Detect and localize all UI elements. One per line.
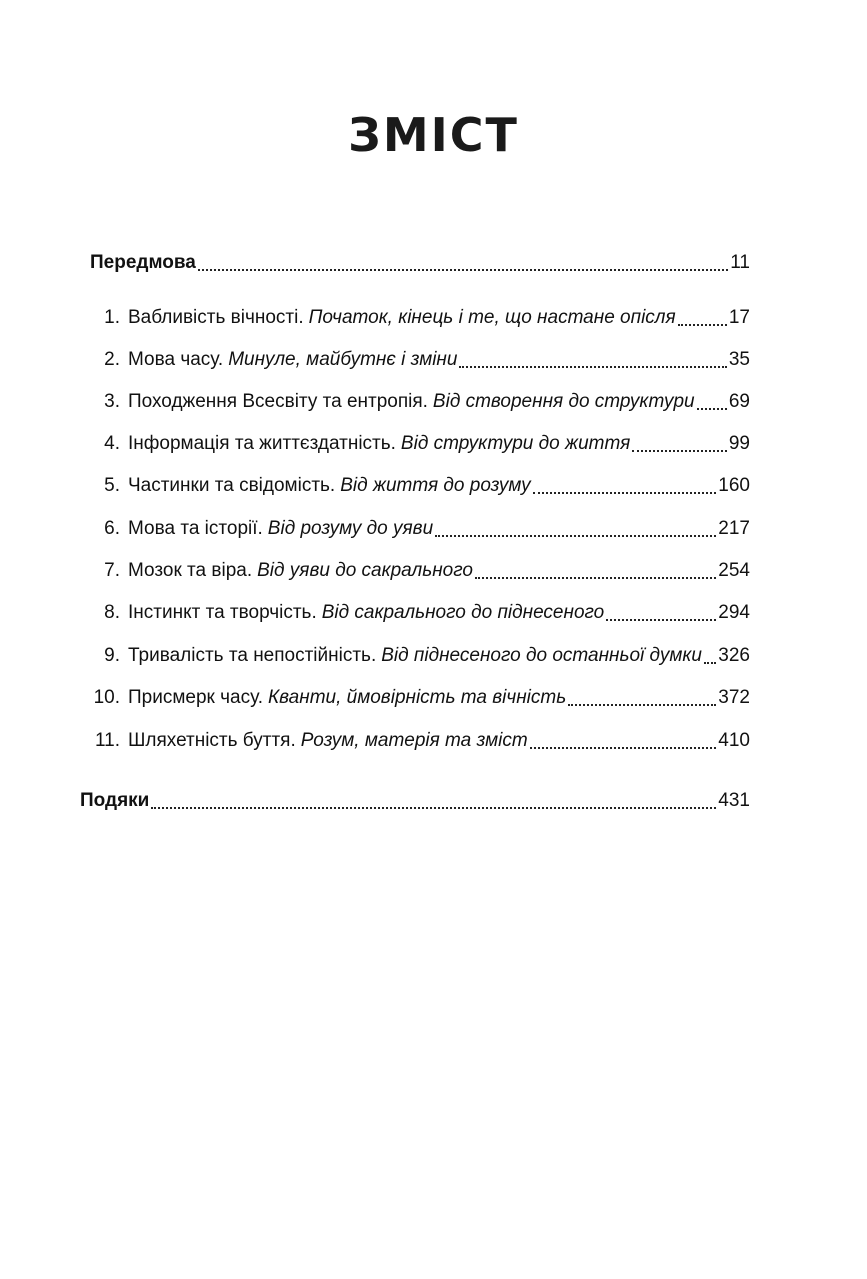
toc-entry-chapter[interactable] bbox=[98, 474, 750, 498]
dot-leader bbox=[198, 269, 728, 271]
chapter-subtitle: Кванти, ймовірність та вічність bbox=[267, 687, 567, 708]
toc-entry-chapter[interactable] bbox=[98, 390, 750, 414]
chapter-subtitle: Початок, кінець і те, що настане опісля bbox=[308, 307, 676, 328]
chapter-number: 4. bbox=[104, 433, 120, 454]
chapter-number: 7. bbox=[104, 560, 120, 581]
entry-page-number: 35 bbox=[728, 349, 750, 370]
chapter-title: Мова часу. bbox=[128, 349, 224, 370]
entry-page-number: 11 bbox=[730, 252, 750, 273]
dot-leader bbox=[435, 535, 716, 537]
entry-page-number: 431 bbox=[718, 790, 750, 811]
dot-leader bbox=[606, 619, 716, 621]
chapter-subtitle: Від піднесеного до останньої думки bbox=[381, 645, 702, 666]
dot-leader bbox=[632, 450, 727, 452]
toc-entry-chapter[interactable] bbox=[98, 644, 750, 668]
toc-entry-chapter[interactable] bbox=[98, 432, 750, 456]
dot-leader bbox=[151, 807, 716, 809]
chapter-subtitle: Розум, матерія та зміст bbox=[300, 730, 528, 751]
chapter-number: 8. bbox=[104, 602, 120, 623]
chapter-title: Мова та історії. bbox=[128, 518, 263, 539]
toc-entry-chapter[interactable] bbox=[98, 517, 750, 541]
chapter-title: Шляхетність буття. bbox=[128, 730, 296, 751]
entry-page-number: 69 bbox=[728, 391, 750, 412]
entry-page-number: 217 bbox=[718, 518, 750, 539]
chapter-subtitle: Від уяви до сакрального bbox=[257, 560, 473, 581]
chapter-title: Тривалість та непостійність. bbox=[128, 645, 377, 666]
dot-leader bbox=[697, 408, 727, 410]
chapter-number: 3. bbox=[104, 391, 120, 412]
chapter-subtitle: Від сакрального до піднесеного bbox=[321, 602, 605, 623]
page-title: ЗМІСТ bbox=[348, 108, 519, 162]
chapter-number: 5. bbox=[104, 475, 120, 496]
chapter-subtitle: Від життя до розуму bbox=[340, 475, 531, 496]
toc-entry-acknowledgments[interactable] bbox=[80, 789, 750, 813]
chapter-number: 9. bbox=[104, 645, 120, 666]
toc-entry-preface[interactable] bbox=[90, 251, 750, 275]
chapter-number: 6. bbox=[104, 518, 120, 539]
dot-leader bbox=[533, 492, 717, 494]
dot-leader bbox=[704, 662, 716, 664]
chapter-number: 2. bbox=[104, 349, 120, 370]
entry-title: Передмова bbox=[90, 252, 196, 273]
chapter-title: Інформація та життєздатність. bbox=[128, 433, 396, 454]
entry-page-number: 99 bbox=[728, 433, 750, 454]
entry-page-number: 160 bbox=[718, 475, 750, 496]
toc-entry-chapter[interactable] bbox=[98, 348, 750, 372]
entry-page-number: 410 bbox=[718, 730, 750, 751]
toc-entry-chapter[interactable] bbox=[98, 601, 750, 625]
chapter-subtitle: Від структури до життя bbox=[400, 433, 631, 454]
chapter-title: Частинки та свідомість. bbox=[128, 475, 336, 496]
toc-entry-chapter[interactable] bbox=[93, 686, 750, 710]
chapter-title: Присмерк часу. bbox=[128, 687, 263, 708]
toc-entry-chapter[interactable] bbox=[94, 729, 750, 753]
entry-page-number: 17 bbox=[728, 307, 750, 328]
chapter-title: Інстинкт та творчість. bbox=[128, 602, 317, 623]
entry-page-number: 326 bbox=[718, 645, 750, 666]
toc-entry-chapter[interactable] bbox=[98, 306, 750, 330]
chapter-number: 10. bbox=[93, 687, 120, 708]
chapter-title: Походження Всесвіту та ентропія. bbox=[128, 391, 428, 412]
chapter-subtitle: Від розуму до уяви bbox=[267, 518, 434, 539]
chapter-number: 1. bbox=[104, 307, 120, 328]
chapter-subtitle: Від створення до структури bbox=[432, 391, 695, 412]
dot-leader bbox=[459, 366, 726, 368]
dot-leader bbox=[678, 324, 727, 326]
entry-page-number: 372 bbox=[718, 687, 750, 708]
entry-title: Подяки bbox=[80, 790, 150, 811]
dot-leader bbox=[475, 577, 716, 579]
dot-leader bbox=[568, 704, 716, 706]
entry-page-number: 254 bbox=[718, 560, 750, 581]
dot-leader bbox=[530, 747, 717, 749]
chapter-number: 11. bbox=[94, 730, 120, 751]
entry-page-number: 294 bbox=[718, 602, 750, 623]
chapter-subtitle: Минуле, майбутнє і зміни bbox=[228, 349, 458, 370]
chapter-title: Вабливість вічності. bbox=[128, 307, 304, 328]
chapter-title: Мозок та віра. bbox=[128, 560, 253, 581]
toc-entry-chapter[interactable] bbox=[98, 559, 750, 583]
